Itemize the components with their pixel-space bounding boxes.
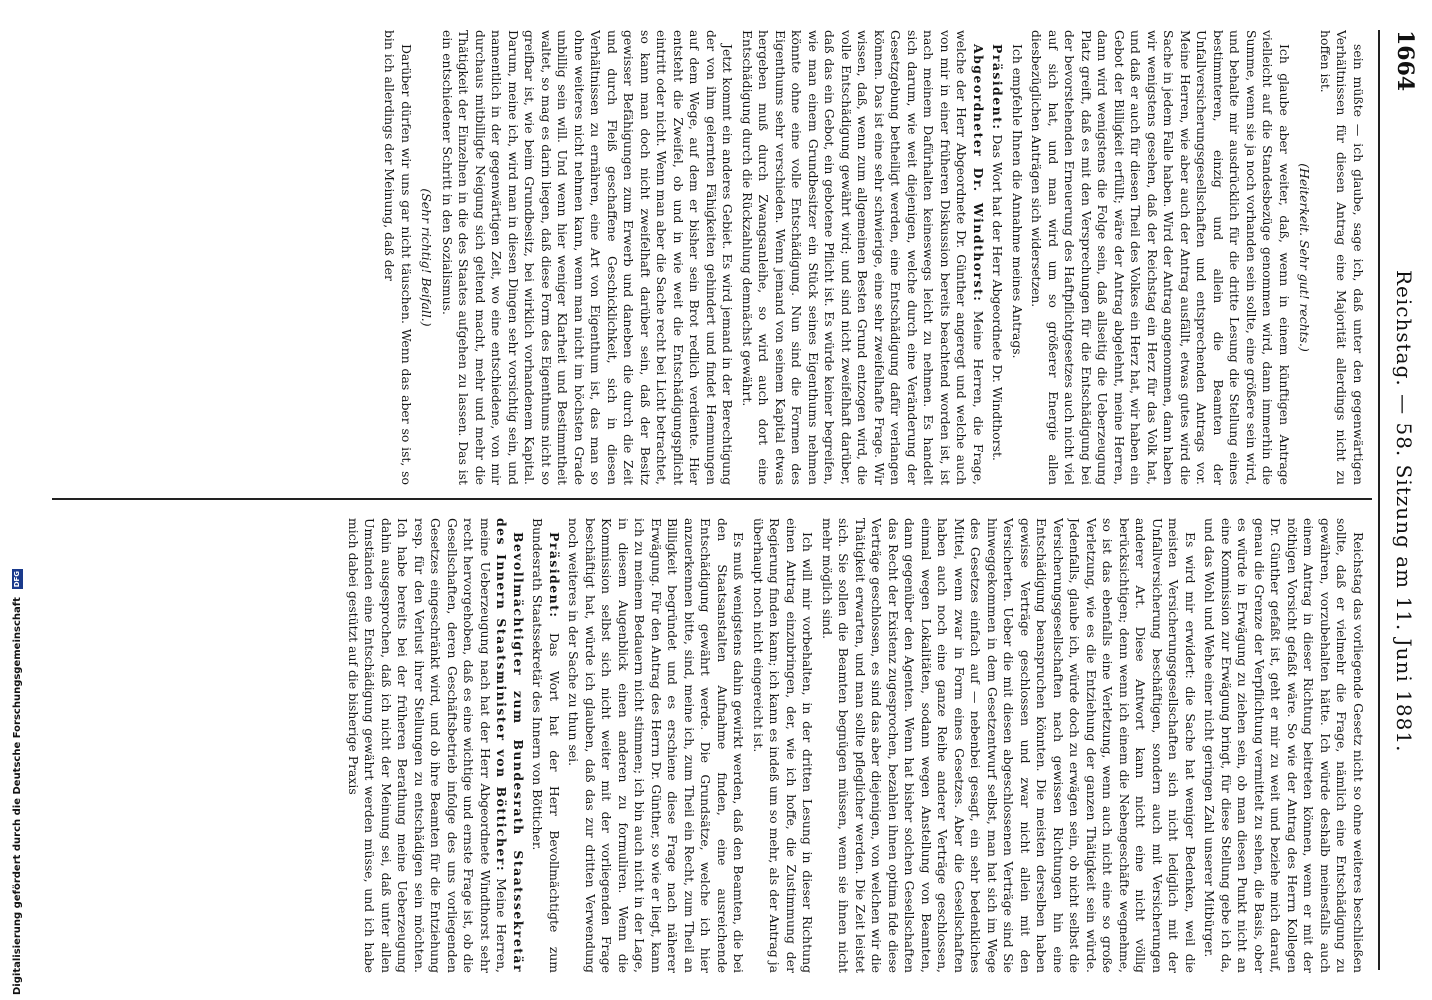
paragraph: sein müßte — ich glaube, sage ich, daß unter den gegenwärtigen Verhältnissen für diesen Antrag eine Majorität allerdings nicht zu hoffen ist. xyxy=(1318,30,1366,485)
speech-text: Meine Herren, meine Ueberzeugung nach hat der Herr Abgeordnete Windthorst sehr recht hervorgehoben, daß es eine wichtige und ernste Frage ist, ob die Gesellschaften, deren Geschäftsbetrieb infolge des uns vorliegenden Gesetzes eingeschränkt wird, und ob ihre Beamten für die Entziehung resp. für den Verlust ihrer Stellungen zu entschädigen sein möchten. Ich habe bereits bei der früheren Berathung meine Ueberzeugung dahin ausgesprochen, daß ich nicht der Meinung sei, daß unter allen Umständen eine Entschädigung gewährt werden müsse, und ich habe mich dabei gestützt auf die bisherige Praxis xyxy=(346,518,510,973)
paragraph: Ich empfehle Ihnen die Annahme meines Antrags. xyxy=(1010,44,1025,359)
speech-text: Das Wort hat der Herr Bevollmächtigte zum Bundesrath Staatssekretär des Innern von Bötticher. xyxy=(530,518,562,973)
paragraph: Darüber dürfen wir uns gar nicht täuschen. Wenn das aber so ist, so bin ich allerdings der Meinung, daß der xyxy=(382,30,414,485)
left-column xyxy=(46,30,1366,485)
speech-paragraph xyxy=(739,30,987,485)
speaker-name: Abgeordneter Dr. Windthorst: xyxy=(971,44,986,303)
paragraph: Ich glaube aber weiter, daß, wenn in einem künftigen Antrage vielleicht auf die Standesbezüge genommen wird, dann immerhin die Summe, wenn sie ja noch vorhanden sein sollte, eine größere sein wird, und behalte mir ausdrücklich für die dritte Lesung die Stellung eines bestimmteren, einzig und allein die Beamten der Unfallversicherungsgesellschaften und entsprechenden Antrags vor. Meine Herren, wie aber auch der Antrag ausfällt, etwas gutes wird die Sache in jedem Falle haben. Wird der Antrag angenommen, dann haben wir wenigstens gesehen, daß der Reichstag ein Herz für das Volk hat, und daß er auch für diesen Theil des Volkes ein Herz hat, wir haben ein Gebot der Billigkeit erfüllt; wäre der Antrag abgelehnt, meine Herren, dann wird wenigstens die Folge sein, daß allseitig die Ueberzeugung Platz greift, daß es mit den Versprechungen für die Entschädigung bei der bevorstehenden Erneuerung des Haftpflichtgesetzes auch nicht viel auf sich hat, und man wird um so größerer Energie allen diesbezüglichen Anträgen sich widersetzen. xyxy=(1029,30,1292,485)
running-head: Reichstag. — 58. Sitzung am 11. Juni 1881. xyxy=(1392,270,1416,753)
page-number: 1664 xyxy=(1392,30,1418,92)
paragraph: Es muß wenigstens dahin gewirkt werden, daß den Beamten, die bei den Staatsanstalten Aufnahme finden, eine ausreichende Entschädigung gewährt werde. Die Grundsätze, welche ich hier anzuerkennen bitte, sind, meine ich, zum Theil ein Recht, zum Theil an Billigkeit begründet und es erschiene diese Frage nach näherer Erwägung. Für den Antrag des Herrn Dr. Günther, so wie er liegt, kann ich zu meinem Bedauern nicht stimmen; ich bin auch nicht in der Lage, in diesem Augenblick einen anderen zu formuliren. Wenn die Kommission selbst sich nicht weiter mit der vorliegenden Frage beschäftigt hat, würde ich glauben, daß das zur dritten Verwendung noch weiteres in der Sache zu thun sei. xyxy=(566,518,747,973)
page-header xyxy=(1380,30,1424,970)
speaker-name: Bevollmächtigter zum Bundesrath Staatssekretär des Innern Staatsminister von Bötticher: xyxy=(494,518,526,973)
dfg-logo-icon: DFG xyxy=(12,570,21,588)
speaker-name: Präsident: xyxy=(990,44,1006,131)
speech-text: Das Wort hat der Herr Abgeordnete Dr. Windthorst. xyxy=(990,130,1006,461)
speech-paragraph xyxy=(345,518,527,973)
speaker-name: Präsident: xyxy=(547,532,562,619)
speech-text: Meine Herren, die Frage, welche der Herr Abgeordnete Dr. Günther angeregt und welche auch von mir in einer früheren Diskussion bereits beachtend worden ist, ist nach meinem Dafürhalten keineswegs leicht zu nehmen. Es handelt sich darum, wie weit diejenigen, welche durch eine Veränderung der Gesetzgebung betheiligt werden, eine Entschädigung dafür verlangen können. Das ist eine sehr schwierige, eine sehr zweifelhafte Frage. Wir wissen, daß, wenn zum allgemeinen Besten Grund entzogen wird, die volle Entschädigung gewährt wird; und sind nicht zweifelhaft darüber, daß das ein Gebot, ein gebotene Pflicht ist. Es würde keiner begreifen, wie man einem Grundbesitzer ein Stück seines Eigenthums nehmen könnte ohne eine volle Entschädigung. Nun sind die Formen des Eigenthums sehr verschieden. Wenn jemand von seinem Kapital etwas hergeben muß durch Zwangsanleihe, so wird auch dort eine Entschädigung durch die Rückzahlung demnächst gewährt. xyxy=(740,30,986,485)
speech-paragraph xyxy=(989,30,1006,485)
paragraph: Reichstag das vorliegende Gesetz nicht so ohne weiteres beschließen sollte, daß er vielmehr die Frage, nämlich eine Entschädigung zu gewähren, vorzubehalten hätte. Ich würde deshalb meinesfalls auch einem Antrag in dieser Richtung beitreten können, wenn er mit der nöthigen Vorsicht gefaßt wäre. So wie der Antrag des Herrn Kollegen Dr. Günther gefaßt ist, geht er mir zu weit und beziehe mich darauf, genau die Grenze der Verpflichtung vermittelt zu sehen, die Basis, ober es würde in Erwägung zu ziehen sein, ob man diesen Punkt nicht an eine Kommission zur Erwägung bringt, für diese Stellung gebe ich da, und das Wohl und Wehe einer nicht geringen Zahl unserer Mitbürger. xyxy=(1202,518,1366,973)
interjection: (Heiterkeit. Sehr gut! rechts.) xyxy=(1297,163,1313,352)
paragraph: Jetzt kommt ein anderes Gebiet. Es wird jemand in der Berechtigung der von ihm gelernten Fähigkeiten gehindert und findet Hemmungen auf dem Wege, auf dem er bisher sein Brot redlich verdiente. Hier entsteht die Zweifel, ob und in wie weit die Entschädigungspflicht eintritt oder nicht. Wenn man aber die Sache recht bei Licht betrachtet, so kann man doch nicht zweifelhaft darüber sein, daß der Besitz gewisser Befähigungen zum Erwerb und daneben die durch die Zeit und durch Fleiß geschaffene Geschicklichkeit, sich in diesen Verhältnissen zu ernähren, eine Art von Eigenthum ist, das man so ohne weiteres nicht nehmen kann, wenn man nicht im höchsten Grade unbillig sein will. Und wenn hier weniger Klarheit und Bestimmtheit waltet, so mag es darin liegen, daß diese Form des Eigenthums nicht so greifbar ist, wie beim Grundbesitz, bei wirklich vorhandenem Kapital. Darum, meine ich, wird man in diesen Dingen sehr vorsichtig sein, und namentlich in der gegenwärtigen Zeit, wo eine entschiedene, von mir durchaus mitbilligte Neigung sich geltend macht, mehr und mehr die Thätigkeit der Einzelnen in die des Staates aufgehen zu lassen. Das ist ein entschiedener Schritt in den Sozialismus. xyxy=(440,30,736,485)
interjection: (Sehr richtig! Beifall.) xyxy=(419,188,435,327)
header-rule xyxy=(1378,30,1380,970)
right-column xyxy=(46,518,1366,973)
digitization-text: Digitalisierung gefördert durch die Deutsche Forschungsgemeinschaft xyxy=(11,597,23,995)
paragraph: Es wird mir erwidert: die Sache hat weniger Bedenken, weil die meisten Versicherungsgesellschaften sich nicht lediglich mit der Unfallversicherung beschäftigen, sondern auch mit Versicherungen anderer Art. Diese Antwort kann nicht eine nicht völlig berücksichtigen; denn wenn ich einem die Nebengeschäfte wegnehme, so ist das ebenfalls eine Verletzung, wenn auch nicht eine so große Verletzung, wie es die Entziehung der ganzen Thätigkeit sein würde. Jedenfalls, glaube ich, würde doch zu erwägen sein, ob nicht selbst die Versicherungsgesellschaften nach gewissen Richtungen hin eine Entschädigung beanspruchen könnten. Die meisten derselben haben gewisse Verträge geschlossen und zwar nicht allein mit den Versicherten. Ueber die mit diesen abgeschlossenen Verträge sind Sie hinweggekommen in dem Gesetzentwurf selbst, man hat sich im Wege des Gesetzes einfach auf — nebenbei gesagt, ein sehr bedenkliches Mittel, wenn zwar in Form eines Gesetzes. Aber die Gesellschaften haben auch noch eine ganze Reihe anderer Verträge geschlossen, einmal wegen Lokalitäten, sodann wegen Anstellung von Beamten, dann gegenüber den Agenten. Wenn hat bisher solchen Gesellschaften das Recht der Existenz zugesprochen, bezahlen ihnen optima fide diese Verträge geschlossen, es sind das aber diejenigen, von welchen wir die Thätigkeit erwarten, und man sollte pfleglicher werden. Die Zeit leistet sich. Sie sollen die Beamten begnügen müssen, wenn sie ihnen nicht mehr möglich sind. xyxy=(820,518,1198,973)
column-divider xyxy=(52,498,1372,500)
speech-paragraph xyxy=(529,518,562,973)
digitization-note xyxy=(2,0,32,995)
paragraph: Ich will mir vorbehalten, in der dritten Lesung in dieser Richtung einen Antrag einzubringen, der, wie ich hoffe, die Zustimmung der Regierung finden kann; ich kann es indeß um so mehr, als der Antrag ja überhaupt noch nicht eingereicht ist. xyxy=(751,518,816,973)
